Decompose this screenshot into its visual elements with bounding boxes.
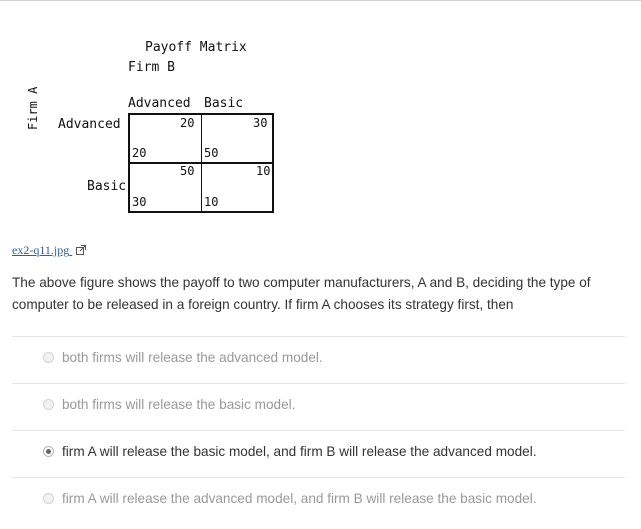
row-player-label: Firm A	[26, 86, 40, 130]
cell-advanced-advanced-payoff-a: 20	[132, 146, 147, 160]
column-player-label: Firm B	[128, 60, 175, 75]
answer-option-2[interactable]	[12, 383, 625, 430]
answer-label[interactable]: firm A will release the basic model, and firm B will release the advanced model.	[62, 444, 537, 459]
cell-basic-basic-payoff-a: 10	[204, 195, 219, 209]
answer-option-4[interactable]	[12, 477, 625, 524]
column-strategy-advanced: Advanced	[128, 96, 191, 111]
answer-option-3[interactable]	[12, 430, 625, 477]
cell-advanced-basic-payoff-a: 50	[204, 146, 219, 160]
radio-button[interactable]	[43, 493, 54, 504]
matrix-title: Payoff Matrix	[145, 40, 247, 55]
attachment-link[interactable]	[12, 243, 86, 259]
radio-button[interactable]	[43, 399, 54, 410]
question-text: The above figure shows the payoff to two computer manufacturers, A and B, deciding the type of computer to be released in a foreign country. If firm A chooses its strategy first, then	[12, 275, 591, 312]
cell-basic-advanced-payoff-b: 50	[180, 164, 195, 178]
cell-advanced-advanced-payoff-b: 20	[180, 116, 195, 130]
matrix-row-divider	[128, 162, 274, 164]
row-strategy-basic: Basic	[87, 179, 127, 194]
answer-label[interactable]: both firms will release the basic model.	[62, 397, 296, 412]
row-strategy-advanced: Advanced	[58, 117, 121, 132]
cell-advanced-basic-payoff-b: 30	[253, 116, 268, 130]
radio-button[interactable]	[43, 446, 54, 457]
radio-button[interactable]	[43, 352, 54, 363]
cell-basic-basic-payoff-b: 10	[256, 164, 271, 178]
attachment-filename[interactable]: ex2-q11.jpg	[12, 243, 70, 257]
answer-list	[12, 336, 625, 524]
cell-basic-advanced-payoff-a: 30	[132, 195, 147, 209]
answer-label[interactable]: firm A will release the advanced model, and firm B will release the basic model.	[62, 491, 537, 506]
answer-option-1[interactable]	[12, 336, 625, 383]
answer-label[interactable]: both firms will release the advanced model.	[62, 350, 323, 365]
external-link-icon[interactable]	[76, 244, 86, 259]
payoff-matrix-figure	[0, 0, 300, 230]
column-strategy-basic: Basic	[204, 96, 244, 111]
